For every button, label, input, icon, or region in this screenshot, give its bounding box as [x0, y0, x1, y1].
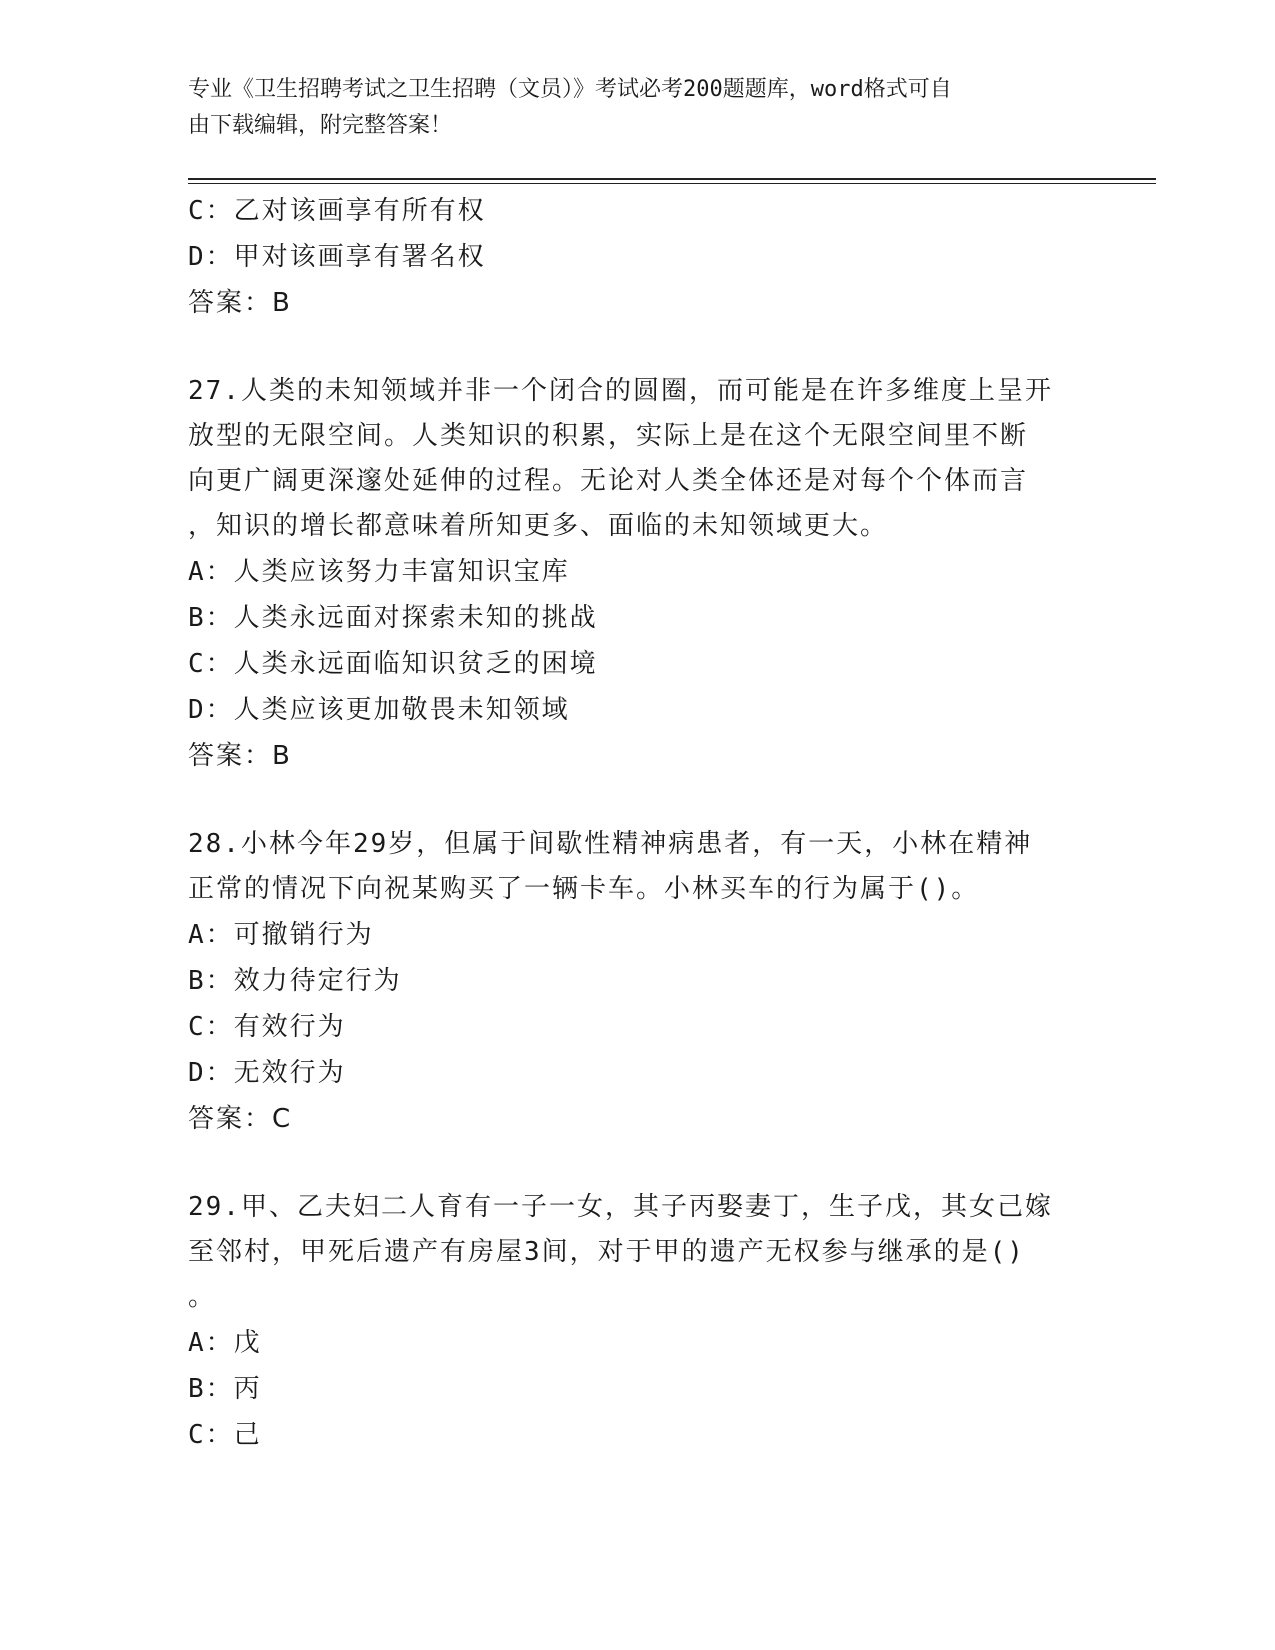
question-28 — [188, 822, 1088, 1142]
stem-line: 28.小林今年29岁，但属于间歇性精神病患者，有一天，小林在精神 — [188, 829, 1033, 859]
question-stem — [188, 822, 1088, 912]
stem-line: 至邻村，甲死后遗产有房屋3间，对于甲的遗产无权参与继承的是() — [188, 1237, 1025, 1267]
question-27 — [188, 369, 1088, 779]
stem-line: 向更广阔更深邃处延伸的过程。无论对人类全体还是对每个个体而言 — [188, 466, 1029, 496]
answer-line: 答案：B — [188, 288, 292, 318]
header-line-1: 专业《卫生招聘考试之卫生招聘（文员）》考试必考200题题库，word格式可自 — [188, 77, 952, 102]
answer-line: 答案：B — [188, 741, 292, 771]
spacer — [188, 779, 1088, 822]
option-c: C：乙对该画享有所有权 — [188, 196, 486, 226]
question-partial — [188, 188, 1088, 326]
stem-line: 27.人类的未知领域并非一个闭合的圆圈，而可能是在许多维度上呈开 — [188, 376, 1053, 406]
question-stem — [188, 369, 1088, 549]
stem-line: 放型的无限空间。人类知识的积累，实际上是在这个无限空间里不断 — [188, 421, 1029, 451]
question-list — [188, 188, 1088, 1458]
stem-line: ，知识的增长都意味着所知更多、面临的未知领域更大。 — [188, 511, 889, 541]
stem-line: 正常的情况下向祝某购买了一辆卡车。小林买车的行为属于()。 — [188, 874, 980, 904]
option-a: A：戊 — [188, 1328, 262, 1358]
option-c: C：人类永远面临知识贫乏的困境 — [188, 649, 598, 679]
option-d: D：甲对该画享有署名权 — [188, 242, 486, 272]
option-c: C：有效行为 — [188, 1012, 346, 1042]
question-29 — [188, 1185, 1088, 1458]
option-a: A：人类应该努力丰富知识宝库 — [188, 557, 570, 587]
answer-line: 答案：C — [188, 1104, 293, 1134]
header-divider-thin — [188, 183, 1156, 184]
spacer — [188, 1142, 1088, 1185]
question-stem — [188, 1185, 1088, 1320]
option-b: B：效力待定行为 — [188, 966, 402, 996]
stem-line: 。 — [188, 1282, 217, 1312]
option-d: D：人类应该更加敬畏未知领域 — [188, 695, 570, 725]
header-divider-thick — [188, 178, 1156, 180]
option-a: A：可撤销行为 — [188, 920, 374, 950]
option-b: B：丙 — [188, 1374, 262, 1404]
document-header — [188, 72, 1068, 144]
option-c: C：己 — [188, 1420, 262, 1450]
option-b: B：人类永远面对探索未知的挑战 — [188, 603, 598, 633]
header-line-2: 由下载编辑，附完整答案！ — [188, 113, 453, 138]
spacer — [188, 326, 1088, 369]
option-d: D：无效行为 — [188, 1058, 346, 1088]
stem-line: 29.甲、乙夫妇二人育有一子一女，其子丙娶妻丁，生子戊，其女己嫁 — [188, 1192, 1053, 1222]
